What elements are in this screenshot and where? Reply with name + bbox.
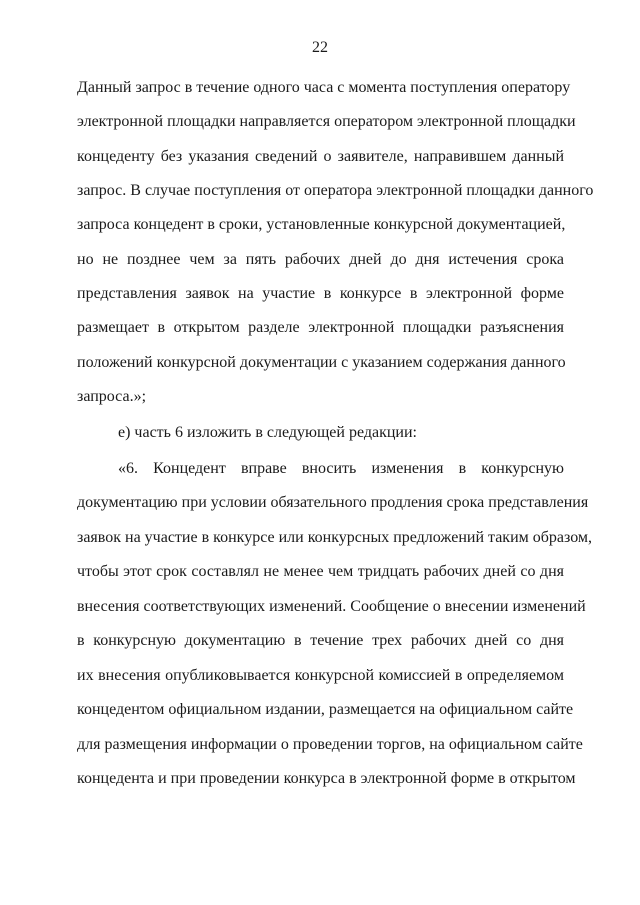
text-line: внесения соответствующих изменений. Сообщение о внесении изменений	[77, 598, 586, 615]
text-line: чтобы этот срок составлял не менее чем тридцать рабочих дней со дня	[77, 563, 564, 580]
text-line: концедентом официальном издании, размещается на официальном сайте	[77, 701, 574, 718]
text-line: в конкурсную документацию в течение трех рабочих дней со дня	[77, 632, 564, 649]
text-line: представления заявок на участие в конкурсе в электронной форме	[77, 285, 564, 302]
text-line: е) часть 6 изложить в следующей редакции:	[118, 424, 417, 441]
text-line: «6. Концедент вправе вносить изменения в конкурсную	[118, 460, 564, 477]
text-line: запрос. В случае поступления от оператора электронной площадки данного	[77, 182, 594, 199]
text-line: для размещения информации о проведении торгов, на официальном сайте	[77, 736, 583, 753]
text-line: но не позднее чем за пять рабочих дней до дня истечения срока	[77, 251, 564, 268]
text-line: их внесения опубликовывается конкурсной комиссией в определяемом	[77, 667, 564, 684]
text-line: запроса.»;	[77, 388, 147, 405]
text-line: концедента и при проведении конкурса в электронной форме в открытом	[77, 770, 576, 787]
page-number: 22	[312, 39, 328, 56]
text-line: Данный запрос в течение одного часа с момента поступления оператору	[77, 79, 571, 96]
text-line: электронной площадки направляется оператором электронной площадки	[77, 113, 576, 130]
text-line: размещает в открытом разделе электронной площадки разъяснения	[77, 319, 564, 336]
text-line: концеденту без указания сведений о заявителе, направившем данный	[77, 148, 564, 165]
text-line: заявок на участие в конкурсе или конкурсных предложений таким образом,	[77, 529, 593, 546]
text-line: положений конкурсной документации с указанием содержания данного	[77, 354, 566, 371]
text-line: документацию при условии обязательного продления срока представления	[77, 494, 589, 511]
text-line: запроса концедент в сроки, установленные конкурсной документацией,	[77, 216, 566, 233]
